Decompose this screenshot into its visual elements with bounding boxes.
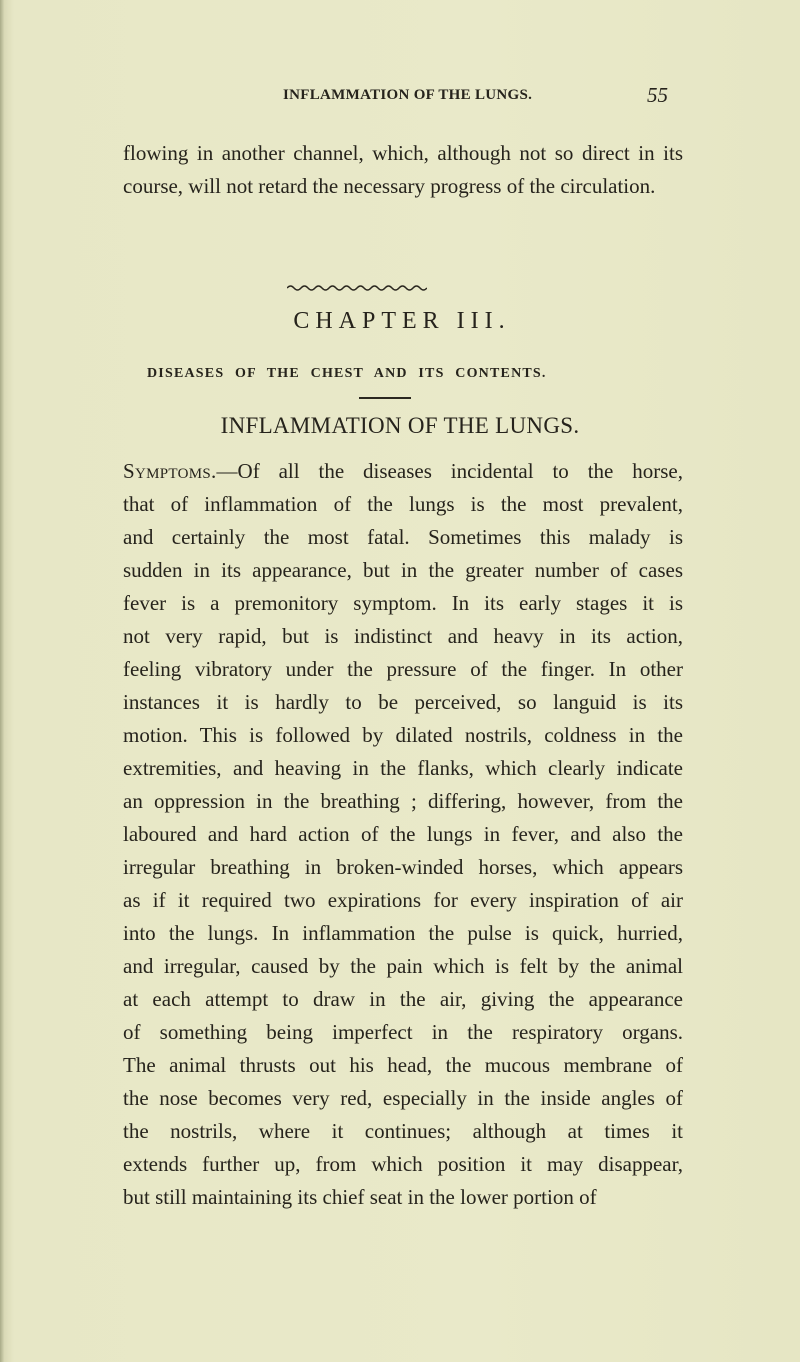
text-line: an oppression in the breathing ; differing, however, from the — [123, 789, 683, 813]
symptoms-lead-word: Symptoms. — [123, 459, 217, 483]
text-line: feeling vibratory under the pressure of the finger. In other — [123, 657, 683, 681]
symptoms-paragraph — [123, 455, 683, 1214]
text-line: as if it required two expirations for every inspiration of air — [123, 888, 683, 912]
text-line: course, will not retard the necessary progress of the circulation. — [123, 174, 656, 198]
text-line — [123, 455, 683, 488]
running-head: INFLAMMATION OF THE LUNGS. — [283, 87, 533, 103]
text-line: but still maintaining its chief seat in the lower portion of — [123, 1185, 597, 1209]
text-line: the nostrils, where it continues; although at times it — [123, 1119, 683, 1143]
page-number: 55 — [647, 83, 668, 107]
text-line: into the lungs. In inflammation the pulse is quick, hurried, — [123, 921, 683, 945]
text-line: irregular breathing in broken-winded horses, which appears — [123, 855, 683, 879]
sub-heading: INFLAMMATION OF THE LUNGS. — [220, 413, 580, 438]
text-line: The animal thrusts out his head, the mucous membrane of — [123, 1053, 683, 1077]
text-line: motion. This is followed by dilated nostrils, coldness in the — [123, 723, 683, 747]
text-line: extends further up, from which position it may disappear, — [123, 1152, 683, 1176]
first-line-text: —Of all the diseases incidental to the horse, — [216, 459, 683, 483]
text-line: and irregular, caused by the pain which is felt by the animal — [123, 954, 683, 978]
text-line: laboured and hard action of the lungs in fever, and also the — [123, 822, 683, 846]
text-line: at each attempt to draw in the air, giving the appearance — [123, 987, 683, 1011]
text-line: of something being imperfect in the respiratory organs. — [123, 1020, 683, 1044]
text-line: sudden in its appearance, but in the greater number of cases — [123, 558, 683, 582]
text-line: fever is a premonitory symptom. In its early stages it is — [123, 591, 683, 615]
text-line: extremities, and heaving in the flanks, which clearly indicate — [123, 756, 683, 780]
page-gutter-edge — [0, 0, 4, 1362]
section-heading: DISEASES OF THE CHEST AND ITS CONTENTS. — [147, 366, 547, 381]
text-line: the nose becomes very red, especially in the inside angles of — [123, 1086, 683, 1110]
text-line: not very rapid, but is indistinct and heavy in its action, — [123, 624, 683, 648]
wavy-ornament-divider — [287, 283, 427, 293]
text-line: and certainly the most fatal. Sometimes this malady is — [123, 525, 683, 549]
text-line: instances it is hardly to be perceived, so languid is its — [123, 690, 683, 714]
heading-rule — [359, 397, 411, 399]
chapter-title: CHAPTER III. — [293, 308, 511, 334]
intro-paragraph — [123, 137, 683, 203]
text-line: flowing in another channel, which, although not so direct in its — [123, 141, 683, 165]
text-line: that of inflammation of the lungs is the most prevalent, — [123, 492, 683, 516]
